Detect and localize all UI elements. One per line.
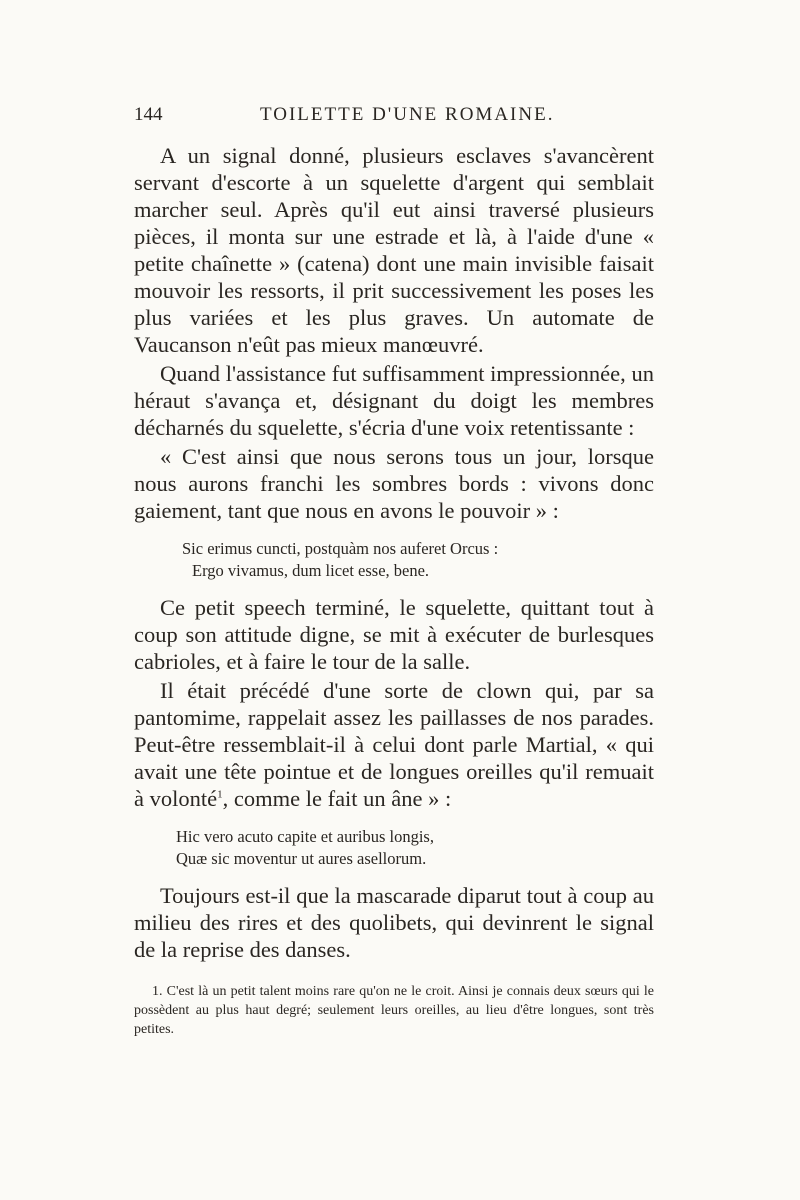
paragraph-text: , comme le fait un âne » : — [222, 786, 452, 811]
quote-line: Ergo vivamus, dum licet esse, bene. — [192, 561, 430, 580]
text-block-middle — [134, 594, 654, 812]
latin-quote-2 — [176, 826, 616, 870]
page-number: 144 — [134, 104, 163, 125]
paragraph-text: Il était précédé d'une sorte de clown qui, par sa pantomime, rappelait assez les paillasses de nos parades. Peut-être ressemblait-il à celui dont parle Martial, « qui avait une tête pointue et de longues oreilles qu'il remuait à volonté — [134, 678, 654, 811]
footnote-reference[interactable]: 1 — [217, 788, 223, 801]
paragraph: Ce petit speech terminé, le squelette, quittant tout à coup son attitude digne, se mit à exécuter de burlesques cabrioles, et à faire le tour de la salle. — [134, 595, 654, 674]
running-title: TOILETTE D'UNE ROMAINE. — [260, 104, 555, 125]
paragraph — [134, 677, 654, 812]
latin-quote-1 — [182, 538, 622, 582]
text-block-top — [134, 142, 654, 524]
quote-line: Quæ sic moventur ut aures asellorum. — [176, 849, 427, 868]
page-header — [134, 104, 662, 130]
footnote-text: C'est là un petit talent moins rare qu'on ne le croit. Ainsi je connais deux sœurs qui le possèdent au plus haut degré; seulement leurs oreilles, au lieu d'être longues, sont très petites. — [134, 984, 655, 1037]
paragraph: Toujours est-il que la mascarade diparut tout à coup au milieu des rires et des quolibets, qui devinrent le signal de la reprise des danses. — [134, 883, 654, 962]
quote-line: Hic vero acuto capite et auribus longis, — [176, 827, 434, 846]
paragraph: Quand l'assistance fut suffisamment impressionnée, un héraut s'avança et, désignant du doigt les membres décharnés du squelette, s'écria d'une voix retentissante : — [134, 361, 654, 440]
footnote — [134, 982, 654, 1039]
text-block-bottom — [134, 882, 654, 963]
quote-line: Sic erimus cuncti, postquàm nos auferet Orcus : — [182, 539, 499, 558]
paragraph: A un signal donné, plusieurs esclaves s'avancèrent servant d'escorte à un squelette d'argent qui semblait marcher seul. Après qu'il eut ainsi traversé plusieurs pièces, il monta sur une estrade et là, à l'aide d'une « petite chaînette » (catena) dont une main invisible faisait mouvoir les ressorts, il prit successivement les poses les plus variées et les plus graves. Un automate de Vaucanson n'eût pas mieux manœuvré. — [134, 143, 654, 357]
footnote-number: 1. — [152, 984, 163, 999]
paragraph: « C'est ainsi que nous serons tous un jour, lorsque nous aurons franchi les sombres bords : vivons donc gaiement, tant que nous en avons le pouvoir » : — [134, 444, 654, 523]
